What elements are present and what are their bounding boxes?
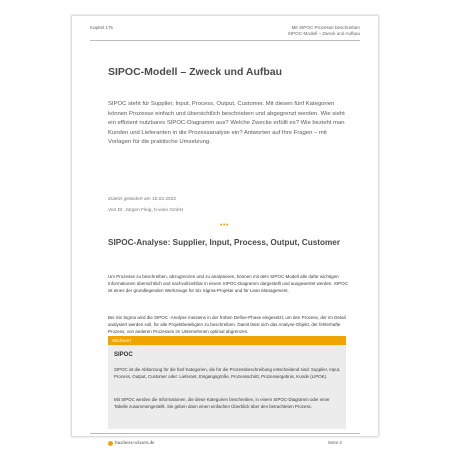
header-divider: [90, 40, 360, 41]
document-page: [72, 16, 378, 446]
section-paragraph-2: Bei Six Sigma wird die SIPOC -Analyse meistens in der frühen Define-Phase eingesetzt, um den Prozess, der im Detail analysiert werden soll, für alle Projektbeteiligten zu beschreiben. Damit lässt sich das Analyse-Objekt, der fehlerhafte Prozess, von anderen Prozessen im Unternehmen optimal abgrenzen.: [108, 315, 346, 334]
section-paragraph-1: Um Prozesse zu beschreiben, abzugrenzen und zu analysieren, können mit dem SIPOC-Modell alle dafür wichtigen Informationen übersichtlich und nachvollziehbar in einem SIPOC-Diagramm dargestellt und ausgewertet werden. SIPOC ist eines der grundlegenden Werkzeuge für Six Sigma-Projekte und für Lean Management.: [108, 274, 348, 293]
updated-date: Zuletzt geändert am 15.02.2022: [108, 197, 177, 202]
intro-paragraph: SIPOC steht für Supplier, Input, Process, Output, Customer. Mit diesen fünf Kategorien können Prozesse einfach und übersichtlich beschrieben und abgegrenzt werden. Wie sieht ein effizient nutzbares SIPOC-Diagramm aus? Welche Zwecke erfüllt es? Wie bezieht man Kunden und Lieferanten in die Prozessanalyse ein? Antworten auf Ihre Fragen – mit Vorlagen für die praktische Umsetzung.: [108, 101, 345, 146]
page-title: SIPOC-Modell – Zweck und Aufbau: [108, 66, 283, 78]
section-heading: SIPOC-Analyse: Supplier, Input, Process, Output, Customer: [108, 238, 341, 247]
chapter-label: Kapitel 1?5: [90, 25, 113, 30]
footer-divider: [90, 433, 360, 434]
logo-text: business-wissen.de: [115, 440, 155, 446]
keyword-box-label: Stichwort: [112, 338, 131, 343]
keyword-box: [108, 336, 346, 429]
page-header: [90, 25, 360, 45]
header-title-line-1: Mit SIPOC Prozesse beschreiben: [291, 25, 360, 30]
author-line: Von Dr. Jürgen Fleig, b-wise GmbH: [108, 208, 184, 213]
keyword-box-paragraph-1: SIPOC ist die Abkürzung für die fünf Kategorien, die für die Prozessbeschreibung entscheidend sind: Supplier, Input, Process, Output, Customer oder: Lieferant, Eingangsgröße, Prozessschritt, Prozessergebnis, Kunde (LIPOK).: [114, 367, 341, 379]
page-number: Seite 2: [327, 440, 342, 445]
keyword-box-header: [108, 336, 346, 345]
logo-dot-icon: [108, 441, 113, 446]
keyword-box-paragraph-2: Mit SIPOC werden die Informationen, die diese Kategorien beschreiben, in einem SIPOC-Diagramm oder einer Tabelle zusammengestellt. Sie geben dann einen einfachen Überblick über den betrachteten Prozess.: [114, 397, 330, 409]
section-separator: •••: [220, 222, 229, 229]
header-title-line-2: SIPOC-Modell – Zweck und Aufbau: [287, 31, 360, 36]
keyword-box-title: SIPOC: [114, 352, 133, 358]
header-doc-title: [288, 25, 360, 37]
